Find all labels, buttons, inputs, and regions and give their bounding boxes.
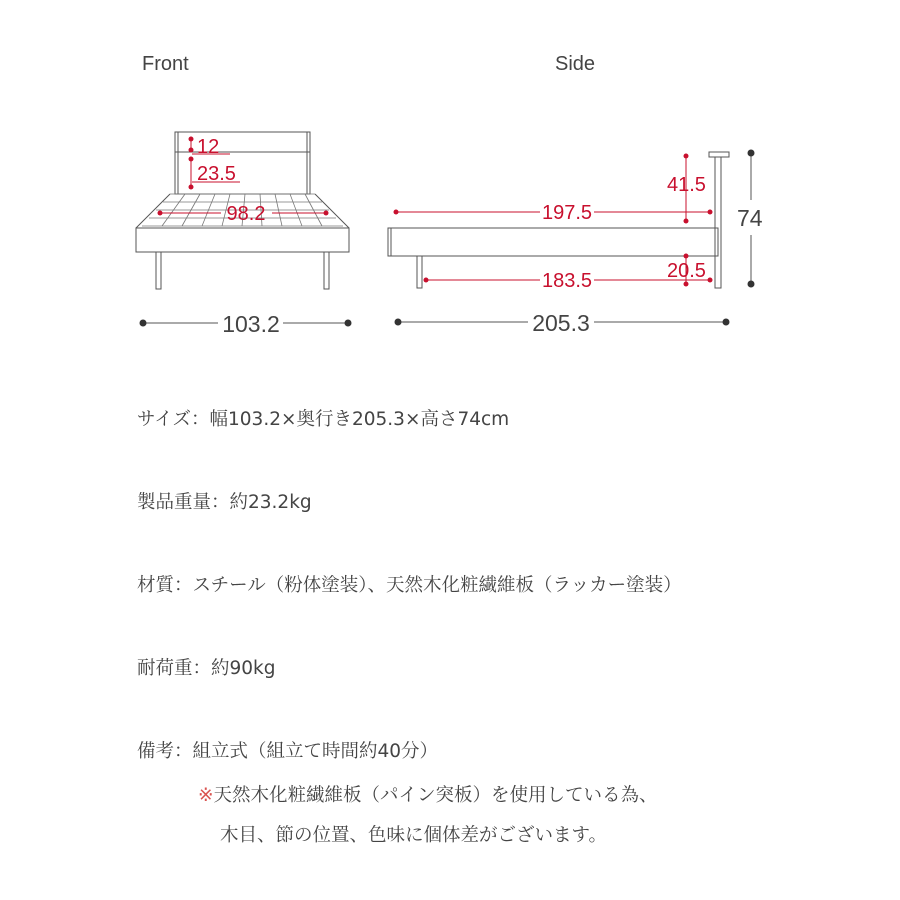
dim-197-5-dot-right bbox=[708, 210, 713, 215]
side-headboard-post bbox=[715, 157, 721, 288]
front-overall-width-dimension bbox=[140, 311, 352, 337]
side-red-dimensions bbox=[394, 154, 713, 293]
dim-12-dot-bottom bbox=[189, 148, 194, 153]
spec-material: 材質：スチール（粉体塗装）、天然木化粧繊維板（ラッカー塗装） bbox=[137, 575, 682, 596]
front-headboard bbox=[175, 132, 310, 194]
note-asterisk-mark: ※ bbox=[198, 785, 214, 806]
dim-98-2-dot-left bbox=[158, 211, 163, 216]
side-headboard-cap bbox=[709, 152, 729, 157]
dim-12-dot-top bbox=[189, 137, 194, 142]
note-line-1-text: 天然木化粧繊維板（パイン突板）を使用している為、 bbox=[213, 785, 658, 806]
dim-41-5-label: 41.5 bbox=[667, 174, 706, 196]
side-frame-rail bbox=[388, 228, 718, 256]
dim-41-5-dot-top bbox=[684, 154, 689, 159]
dim-103-2-dot-right bbox=[345, 320, 352, 327]
dim-183-5-dot-right bbox=[708, 278, 713, 283]
dim-12-label: 12 bbox=[197, 136, 220, 158]
spec-size: サイズ：幅103.2×奥行き205.3×高さ74cm bbox=[137, 409, 510, 430]
dim-23-5-dot-top bbox=[189, 157, 194, 162]
front-leg-left bbox=[156, 252, 161, 289]
side-total-height-dimension bbox=[737, 150, 763, 288]
front-leg-right bbox=[324, 252, 329, 289]
dim-20-5-dot-top bbox=[684, 254, 689, 259]
dim-103-2-dot-left bbox=[140, 320, 147, 327]
dim-205-3-dot-left bbox=[395, 319, 402, 326]
dim-74-label: 74 bbox=[737, 205, 763, 231]
bed-dimension-diagram bbox=[0, 0, 900, 400]
front-frame-panel bbox=[136, 228, 349, 252]
dim-197-5-label: 197.5 bbox=[541, 202, 593, 224]
dim-197-5-dot-left bbox=[394, 210, 399, 215]
spec-remarks: 備考：組立式（組立て時間約40分） bbox=[137, 741, 439, 762]
dim-205-3-dot-right bbox=[723, 319, 730, 326]
dim-23-5-label: 23.5 bbox=[197, 163, 236, 185]
dim-23-5-dot-bottom bbox=[189, 185, 194, 190]
side-leg-foot bbox=[417, 256, 422, 288]
front-red-dimensions bbox=[158, 136, 329, 225]
dim-74-dot-bottom bbox=[748, 281, 755, 288]
dim-20-5-label: 20.5 bbox=[667, 260, 706, 282]
dim-41-5-dot-bottom bbox=[684, 219, 689, 224]
spec-note-line-2: 木目、節の位置、色味に個体差がございます。 bbox=[220, 825, 608, 846]
dim-98-2-label: 98.2 bbox=[226, 203, 266, 225]
dim-183-5-label: 183.5 bbox=[541, 270, 593, 292]
dim-183-5-dot-left bbox=[424, 278, 429, 283]
dim-205-3-label: 205.3 bbox=[532, 310, 590, 336]
spec-load: 耐荷重：約90kg bbox=[137, 658, 276, 679]
dim-20-5-dot-bottom bbox=[684, 282, 689, 287]
side-overall-length-dimension bbox=[395, 310, 730, 336]
dim-98-2-dot-right bbox=[324, 211, 329, 216]
dim-74-dot-top bbox=[748, 150, 755, 157]
dim-103-2-label: 103.2 bbox=[222, 311, 280, 337]
front-view-label: Front bbox=[142, 53, 189, 75]
spec-note-line-1 bbox=[198, 781, 658, 811]
spec-weight: 製品重量：約23.2kg bbox=[137, 492, 312, 513]
side-view-label: Side bbox=[555, 53, 596, 75]
